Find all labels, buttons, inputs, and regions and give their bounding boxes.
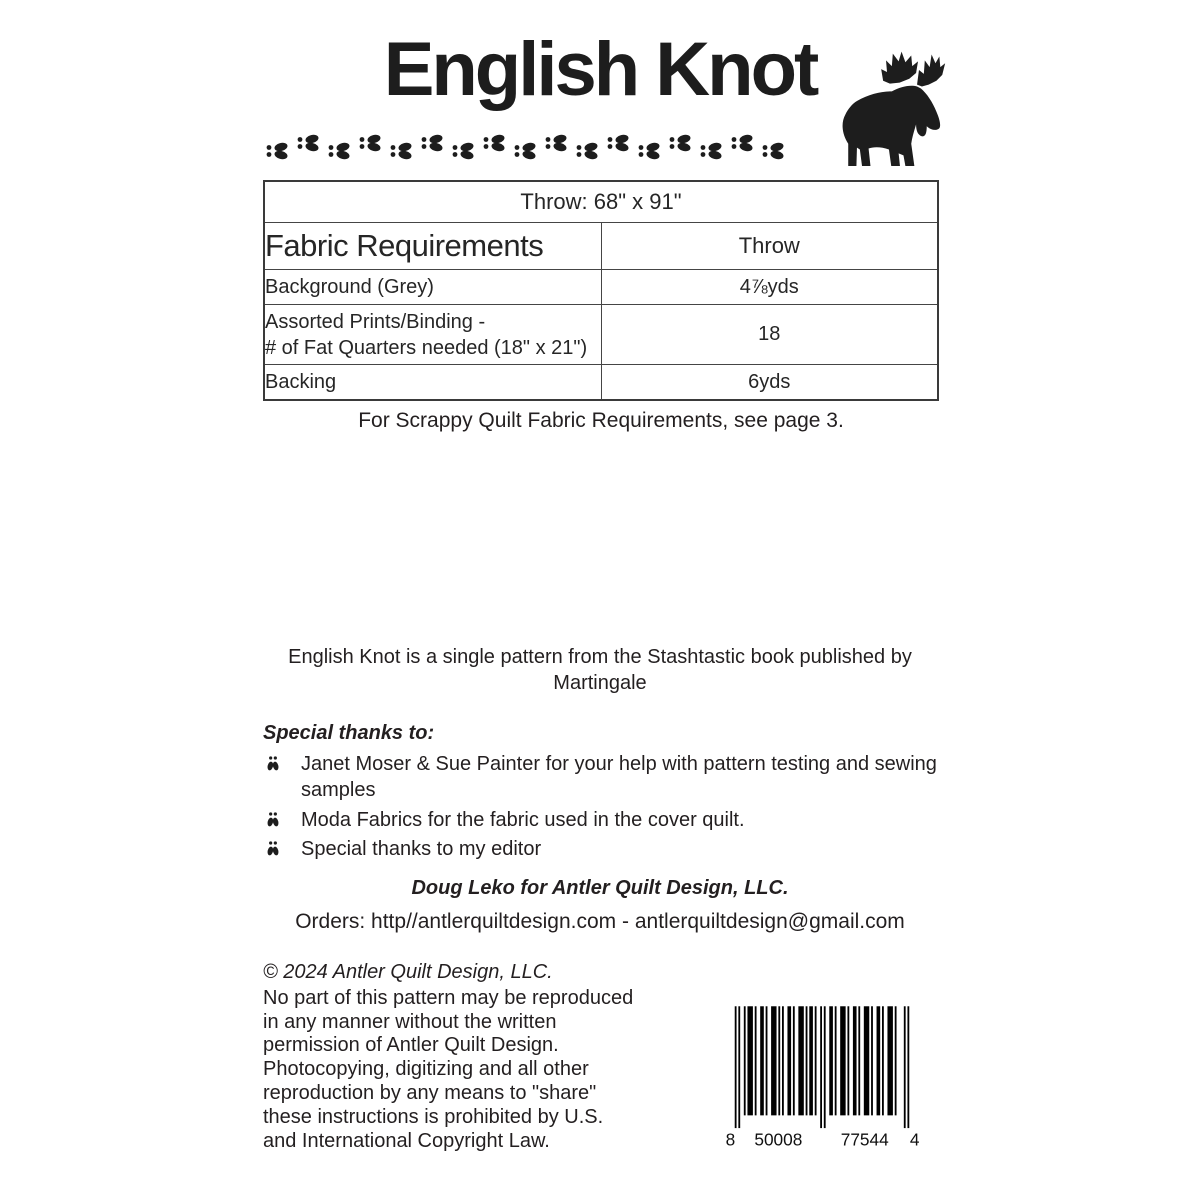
special-thanks-section xyxy=(263,722,953,866)
upc-barcode xyxy=(722,1006,922,1152)
table-row xyxy=(264,365,938,401)
row-label-background: Background (Grey) xyxy=(264,270,601,305)
copyright-year-line: © 2024 Antler Quilt Design, LLC. xyxy=(263,961,553,983)
copyright-line: No part of this pattern may be reproduced xyxy=(263,986,634,1009)
row-value-background: 4⅞yds xyxy=(601,270,938,305)
fabric-requirements-table xyxy=(263,180,939,401)
list-item xyxy=(263,836,953,862)
list-item xyxy=(263,751,953,804)
copyright-line: these instructions is prohibited by U.S. xyxy=(263,1105,604,1128)
page-title: English Knot xyxy=(383,27,817,112)
thanks-item-text: Moda Fabrics for the fabric used in the cover quilt. xyxy=(301,808,745,831)
row-label-assorted xyxy=(264,305,601,365)
row-label-backing: Backing xyxy=(264,365,601,401)
hoofprint-bullet-icon xyxy=(265,755,281,773)
hoofprint-trail-icon xyxy=(266,130,790,166)
table-col-header-fabric: Fabric Requirements xyxy=(264,223,601,270)
barcode-digit-group: 50008 xyxy=(754,1129,803,1150)
barcode-digit-group: 77544 xyxy=(840,1129,889,1150)
row-label-assorted-line1: Assorted Prints/Binding - xyxy=(265,310,486,333)
row-label-assorted-line2: # of Fat Quarters needed (18" x 21") xyxy=(265,336,588,359)
barcode-digit-group: 4 xyxy=(909,1129,920,1150)
scrappy-note: For Scrappy Quilt Fabric Requirements, see page 3. xyxy=(358,409,844,432)
thanks-item-text: Special thanks to my editor xyxy=(301,838,542,861)
hoofprint-bullet-icon xyxy=(265,811,281,829)
table-col-header-throw: Throw xyxy=(601,223,938,270)
row-value-assorted: 18 xyxy=(601,305,938,365)
row-value-backing: 6yds xyxy=(601,365,938,401)
quilt-size-header: Throw: 68" x 91" xyxy=(264,181,938,223)
hoofprint-bullet-icon xyxy=(265,840,281,858)
moose-icon xyxy=(826,40,948,166)
author-credit: Doug Leko for Antler Quilt Design, LLC. xyxy=(411,877,789,899)
copyright-line: Photocopying, digitizing and all other xyxy=(263,1058,589,1081)
orders-contact-line: Orders: http//antlerquiltdesign.com - antlerquiltdesign@gmail.com xyxy=(295,910,905,933)
list-item xyxy=(263,807,953,833)
copyright-line: in any manner without the written xyxy=(263,1010,557,1033)
copyright-block xyxy=(263,961,713,1153)
copyright-line: permission of Antler Quilt Design. xyxy=(263,1034,559,1057)
copyright-line: reproduction by any means to "share" xyxy=(263,1081,597,1104)
table-row xyxy=(264,305,938,365)
barcode-digit-group: 8 xyxy=(725,1129,736,1150)
copyright-line: and International Copyright Law. xyxy=(263,1129,550,1152)
table-row xyxy=(264,270,938,305)
special-thanks-heading: Special thanks to: xyxy=(263,722,435,744)
about-pattern-text: English Knot is a single pattern from the Stashtastic book published by Martingale xyxy=(288,646,912,695)
thanks-item-text: Janet Moser & Sue Painter for your help with pattern testing and sewing samples xyxy=(301,753,937,802)
